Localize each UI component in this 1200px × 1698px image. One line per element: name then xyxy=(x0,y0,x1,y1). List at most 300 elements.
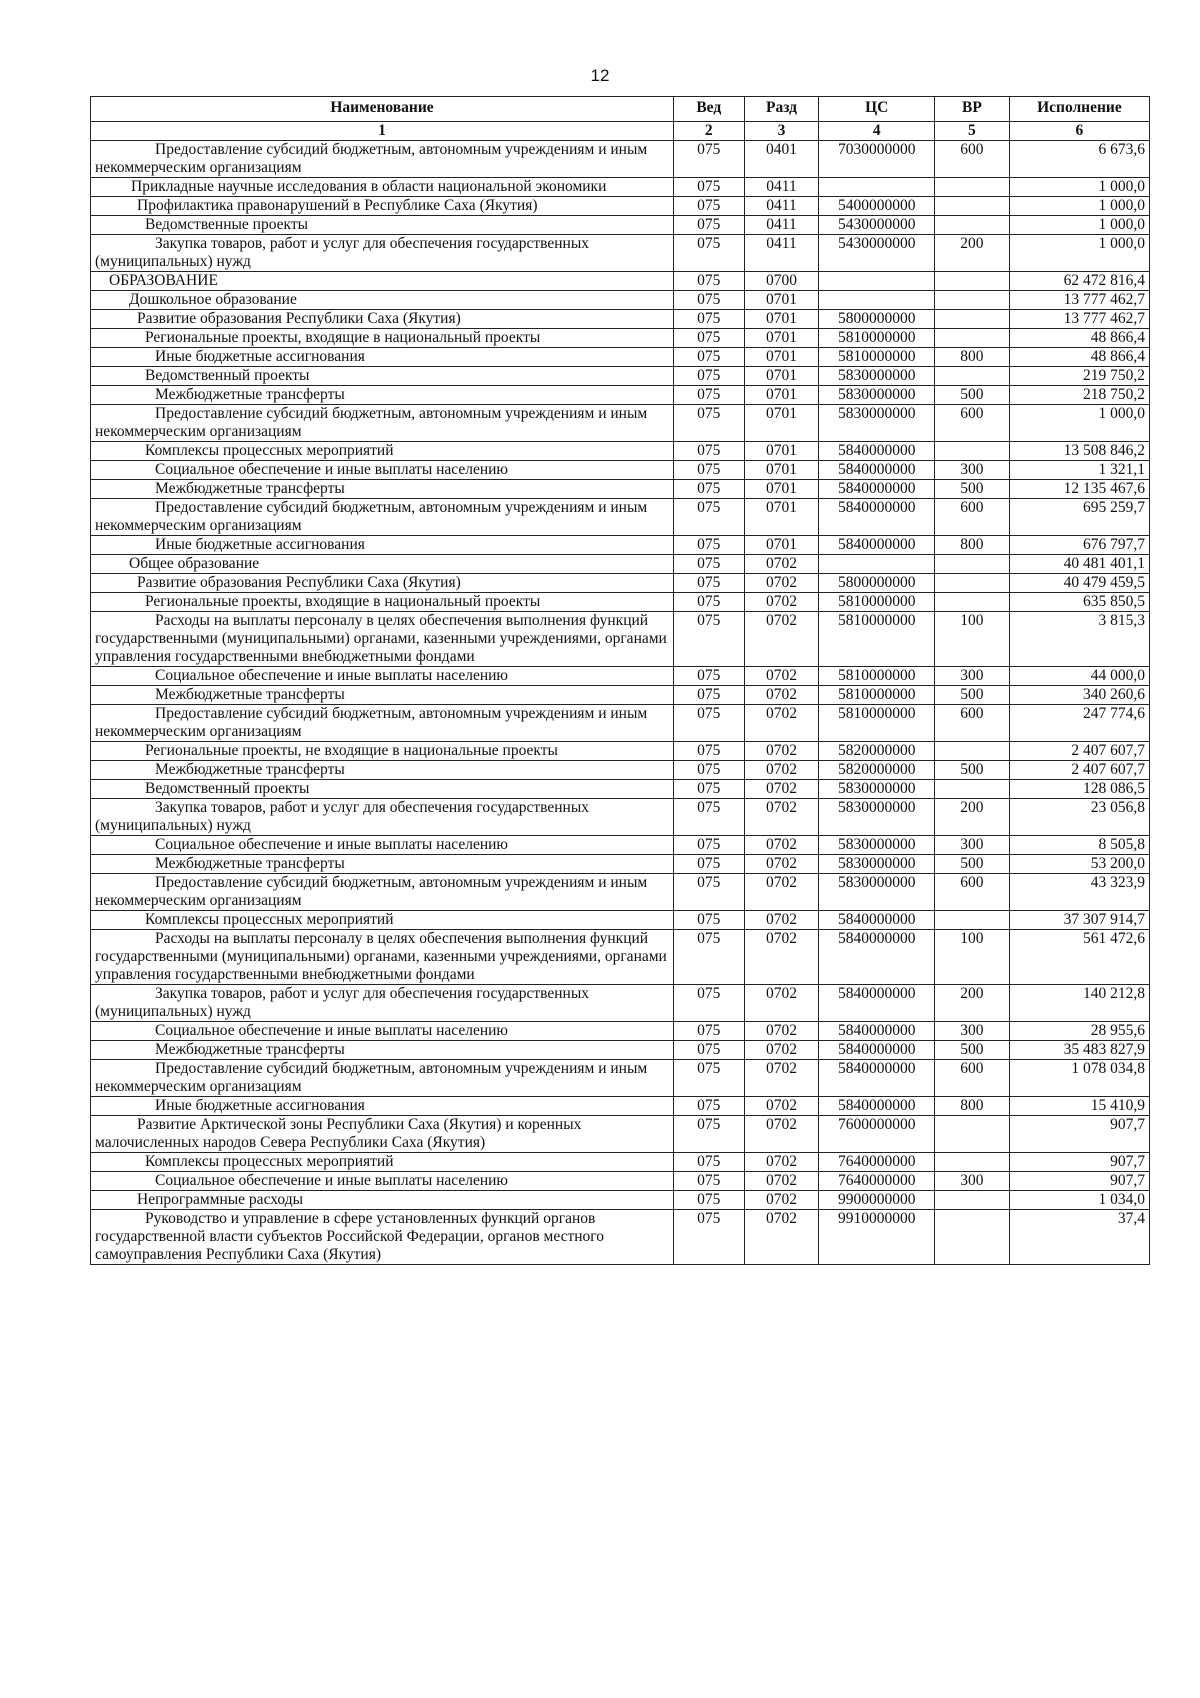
row-vr: 500 xyxy=(934,386,1009,405)
row-ved: 075 xyxy=(673,780,744,799)
row-ved: 075 xyxy=(673,612,744,667)
row-vr: 300 xyxy=(934,836,1009,855)
row-razd: 0702 xyxy=(744,799,819,836)
row-razd: 0702 xyxy=(744,911,819,930)
row-name: Закупка товаров, работ и услуг для обеспечения государственных (муниципальных) нужд xyxy=(91,799,674,836)
row-name: Закупка товаров, работ и услуг для обеспечения государственных (муниципальных) нужд xyxy=(91,235,674,272)
row-vr: 600 xyxy=(934,499,1009,536)
row-ved: 075 xyxy=(673,291,744,310)
row-name: Социальное обеспечение и иные выплаты населению xyxy=(91,836,674,855)
row-razd: 0701 xyxy=(744,405,819,442)
table-row xyxy=(91,761,1150,780)
row-name: Предоставление субсидий бюджетным, автономным учреждениям и иным некоммерческим организациям xyxy=(91,874,674,911)
row-razd: 0701 xyxy=(744,536,819,555)
row-razd: 0702 xyxy=(744,686,819,705)
row-amount: 40 479 459,5 xyxy=(1009,574,1149,593)
table-row xyxy=(91,705,1150,742)
row-cs: 5840000000 xyxy=(819,442,935,461)
table-row xyxy=(91,461,1150,480)
row-razd: 0702 xyxy=(744,1097,819,1116)
row-amount: 340 260,6 xyxy=(1009,686,1149,705)
row-vr xyxy=(934,780,1009,799)
row-cs: 5840000000 xyxy=(819,911,935,930)
row-cs: 5820000000 xyxy=(819,742,935,761)
row-vr xyxy=(934,310,1009,329)
row-razd: 0702 xyxy=(744,985,819,1022)
row-amount: 23 056,8 xyxy=(1009,799,1149,836)
row-amount: 140 212,8 xyxy=(1009,985,1149,1022)
row-cs: 5830000000 xyxy=(819,405,935,442)
row-ved: 075 xyxy=(673,1172,744,1191)
header-ved: Вед xyxy=(673,97,744,122)
row-name: Межбюджетные трансферты xyxy=(91,386,674,405)
row-amount: 635 850,5 xyxy=(1009,593,1149,612)
row-vr xyxy=(934,911,1009,930)
row-razd: 0702 xyxy=(744,612,819,667)
header-row xyxy=(91,97,1150,122)
row-amount: 907,7 xyxy=(1009,1172,1149,1191)
row-cs xyxy=(819,178,935,197)
row-amount: 13 777 462,7 xyxy=(1009,310,1149,329)
row-cs: 5830000000 xyxy=(819,799,935,836)
row-amount: 1 034,0 xyxy=(1009,1191,1149,1210)
row-amount: 907,7 xyxy=(1009,1153,1149,1172)
row-amount: 8 505,8 xyxy=(1009,836,1149,855)
table-row xyxy=(91,930,1150,985)
row-name: Расходы на выплаты персоналу в целях обеспечения выполнения функций государственными (муниципальными) органами, казенными учреждениями, органами управления государственными внебюджетными фондами xyxy=(91,612,674,667)
row-vr xyxy=(934,555,1009,574)
row-amount: 37,4 xyxy=(1009,1210,1149,1265)
table-row xyxy=(91,405,1150,442)
row-cs: 5430000000 xyxy=(819,235,935,272)
row-vr: 800 xyxy=(934,536,1009,555)
row-vr xyxy=(934,291,1009,310)
row-ved: 075 xyxy=(673,197,744,216)
row-amount: 1 000,0 xyxy=(1009,235,1149,272)
row-vr: 600 xyxy=(934,141,1009,178)
row-name: Руководство и управление в сфере установленных функций органов государственной власти субъектов Российской Федерации, органов местного самоуправления Республики Саха (Якутия) xyxy=(91,1210,674,1265)
row-cs: 5830000000 xyxy=(819,874,935,911)
row-cs: 5810000000 xyxy=(819,686,935,705)
row-name: Межбюджетные трансферты xyxy=(91,1041,674,1060)
row-ved: 075 xyxy=(673,235,744,272)
column-number: 5 xyxy=(934,122,1009,141)
row-razd: 0702 xyxy=(744,855,819,874)
row-ved: 075 xyxy=(673,141,744,178)
header-cs: ЦС xyxy=(819,97,935,122)
row-cs: 5810000000 xyxy=(819,705,935,742)
row-amount: 676 797,7 xyxy=(1009,536,1149,555)
row-amount: 2 407 607,7 xyxy=(1009,761,1149,780)
row-razd: 0702 xyxy=(744,874,819,911)
column-number-row xyxy=(91,122,1150,141)
row-razd: 0702 xyxy=(744,1172,819,1191)
row-vr: 300 xyxy=(934,1172,1009,1191)
row-amount: 907,7 xyxy=(1009,1116,1149,1153)
row-name: Межбюджетные трансферты xyxy=(91,686,674,705)
row-ved: 075 xyxy=(673,272,744,291)
table-row xyxy=(91,348,1150,367)
row-amount: 561 472,6 xyxy=(1009,930,1149,985)
table-row xyxy=(91,799,1150,836)
row-ved: 075 xyxy=(673,686,744,705)
row-cs: 5840000000 xyxy=(819,1041,935,1060)
header-name: Наименование xyxy=(91,97,674,122)
row-razd: 0701 xyxy=(744,348,819,367)
row-cs: 7600000000 xyxy=(819,1116,935,1153)
table-row xyxy=(91,874,1150,911)
row-amount: 13 777 462,7 xyxy=(1009,291,1149,310)
row-cs: 5830000000 xyxy=(819,367,935,386)
row-amount: 40 481 401,1 xyxy=(1009,555,1149,574)
row-ved: 075 xyxy=(673,874,744,911)
row-amount: 12 135 467,6 xyxy=(1009,480,1149,499)
row-cs: 5830000000 xyxy=(819,855,935,874)
row-name: ОБРАЗОВАНИЕ xyxy=(91,272,674,291)
row-name: Межбюджетные трансферты xyxy=(91,761,674,780)
row-vr: 600 xyxy=(934,405,1009,442)
row-name: Социальное обеспечение и иные выплаты населению xyxy=(91,667,674,686)
row-ved: 075 xyxy=(673,1153,744,1172)
row-razd: 0702 xyxy=(744,667,819,686)
row-vr xyxy=(934,593,1009,612)
row-amount: 13 508 846,2 xyxy=(1009,442,1149,461)
row-amount: 1 000,0 xyxy=(1009,178,1149,197)
column-number: 3 xyxy=(744,122,819,141)
row-name: Развитие образования Республики Саха (Якутия) xyxy=(91,574,674,593)
row-razd: 0702 xyxy=(744,930,819,985)
row-razd: 0701 xyxy=(744,499,819,536)
row-name: Общее образование xyxy=(91,555,674,574)
row-vr xyxy=(934,178,1009,197)
row-vr: 300 xyxy=(934,1022,1009,1041)
table-row xyxy=(91,1210,1150,1265)
row-cs: 5840000000 xyxy=(819,536,935,555)
row-cs: 5800000000 xyxy=(819,574,935,593)
row-amount: 1 000,0 xyxy=(1009,197,1149,216)
row-vr xyxy=(934,1153,1009,1172)
row-vr: 100 xyxy=(934,930,1009,985)
table-row xyxy=(91,555,1150,574)
row-razd: 0701 xyxy=(744,310,819,329)
row-ved: 075 xyxy=(673,1210,744,1265)
table-row xyxy=(91,985,1150,1022)
column-number: 6 xyxy=(1009,122,1149,141)
row-ved: 075 xyxy=(673,574,744,593)
row-name: Предоставление субсидий бюджетным, автономным учреждениям и иным некоммерческим организациям xyxy=(91,499,674,536)
row-razd: 0702 xyxy=(744,1210,819,1265)
row-ved: 075 xyxy=(673,1022,744,1041)
row-cs: 5840000000 xyxy=(819,930,935,985)
row-name: Прикладные научные исследования в области национальной экономики xyxy=(91,178,674,197)
row-vr: 600 xyxy=(934,1060,1009,1097)
row-razd: 0701 xyxy=(744,386,819,405)
row-amount: 44 000,0 xyxy=(1009,667,1149,686)
row-ved: 075 xyxy=(673,705,744,742)
row-name: Региональные проекты, входящие в национальный проекты xyxy=(91,329,674,348)
table-row xyxy=(91,216,1150,235)
row-razd: 0702 xyxy=(744,1060,819,1097)
row-amount: 247 774,6 xyxy=(1009,705,1149,742)
row-razd: 0701 xyxy=(744,291,819,310)
row-amount: 219 750,2 xyxy=(1009,367,1149,386)
row-razd: 0702 xyxy=(744,555,819,574)
row-amount: 2 407 607,7 xyxy=(1009,742,1149,761)
table-row xyxy=(91,329,1150,348)
row-ved: 075 xyxy=(673,216,744,235)
table-row xyxy=(91,612,1150,667)
row-cs: 7030000000 xyxy=(819,141,935,178)
table-row xyxy=(91,1022,1150,1041)
row-vr: 500 xyxy=(934,1041,1009,1060)
header-amount: Исполнение xyxy=(1009,97,1149,122)
column-number: 2 xyxy=(673,122,744,141)
table-row xyxy=(91,667,1150,686)
row-ved: 075 xyxy=(673,310,744,329)
row-name: Иные бюджетные ассигнования xyxy=(91,536,674,555)
row-razd: 0701 xyxy=(744,367,819,386)
row-amount: 28 955,6 xyxy=(1009,1022,1149,1041)
row-amount: 6 673,6 xyxy=(1009,141,1149,178)
row-ved: 075 xyxy=(673,367,744,386)
row-name: Непрограммные расходы xyxy=(91,1191,674,1210)
row-vr xyxy=(934,1191,1009,1210)
row-razd: 0702 xyxy=(744,742,819,761)
row-cs: 9900000000 xyxy=(819,1191,935,1210)
row-cs xyxy=(819,291,935,310)
row-vr xyxy=(934,1116,1009,1153)
row-cs: 5400000000 xyxy=(819,197,935,216)
row-amount: 1 078 034,8 xyxy=(1009,1060,1149,1097)
row-amount: 15 410,9 xyxy=(1009,1097,1149,1116)
row-cs: 5840000000 xyxy=(819,480,935,499)
table-row xyxy=(91,1153,1150,1172)
table-row xyxy=(91,1191,1150,1210)
row-name: Ведомственный проекты xyxy=(91,367,674,386)
row-name: Предоставление субсидий бюджетным, автономным учреждениям и иным некоммерческим организациям xyxy=(91,1060,674,1097)
row-cs: 5810000000 xyxy=(819,593,935,612)
table-row xyxy=(91,367,1150,386)
row-ved: 075 xyxy=(673,1060,744,1097)
row-razd: 0702 xyxy=(744,780,819,799)
row-amount: 1 321,1 xyxy=(1009,461,1149,480)
row-name: Социальное обеспечение и иные выплаты населению xyxy=(91,1022,674,1041)
row-cs xyxy=(819,272,935,291)
row-vr: 100 xyxy=(934,612,1009,667)
row-cs: 5830000000 xyxy=(819,780,935,799)
row-name: Региональные проекты, не входящие в национальные проекты xyxy=(91,742,674,761)
row-ved: 075 xyxy=(673,836,744,855)
row-vr: 300 xyxy=(934,667,1009,686)
row-ved: 075 xyxy=(673,386,744,405)
row-vr: 600 xyxy=(934,874,1009,911)
row-vr xyxy=(934,742,1009,761)
table-row xyxy=(91,1172,1150,1191)
row-name: Социальное обеспечение и иные выплаты населению xyxy=(91,461,674,480)
row-razd: 0702 xyxy=(744,1153,819,1172)
row-razd: 0702 xyxy=(744,574,819,593)
row-razd: 0411 xyxy=(744,197,819,216)
row-name: Развитие образования Республики Саха (Якутия) xyxy=(91,310,674,329)
row-vr: 300 xyxy=(934,461,1009,480)
row-cs: 5810000000 xyxy=(819,612,935,667)
row-vr: 200 xyxy=(934,985,1009,1022)
table-row xyxy=(91,480,1150,499)
row-razd: 0701 xyxy=(744,442,819,461)
row-cs: 5840000000 xyxy=(819,461,935,480)
row-razd: 0411 xyxy=(744,178,819,197)
table-row xyxy=(91,197,1150,216)
row-vr: 200 xyxy=(934,235,1009,272)
row-amount: 53 200,0 xyxy=(1009,855,1149,874)
row-ved: 075 xyxy=(673,911,744,930)
row-amount: 3 815,3 xyxy=(1009,612,1149,667)
table-row xyxy=(91,1041,1150,1060)
row-vr xyxy=(934,574,1009,593)
table-row xyxy=(91,1060,1150,1097)
row-ved: 075 xyxy=(673,742,744,761)
row-name: Межбюджетные трансферты xyxy=(91,480,674,499)
row-ved: 075 xyxy=(673,1097,744,1116)
table-row xyxy=(91,911,1150,930)
row-cs: 7640000000 xyxy=(819,1153,935,1172)
row-name: Ведомственный проекты xyxy=(91,780,674,799)
row-vr: 500 xyxy=(934,855,1009,874)
row-amount: 695 259,7 xyxy=(1009,499,1149,536)
row-ved: 075 xyxy=(673,985,744,1022)
row-amount: 48 866,4 xyxy=(1009,329,1149,348)
row-name: Предоставление субсидий бюджетным, автономным учреждениям и иным некоммерческим организациям xyxy=(91,141,674,178)
row-ved: 075 xyxy=(673,855,744,874)
row-cs: 5840000000 xyxy=(819,985,935,1022)
table-row xyxy=(91,310,1150,329)
row-name: Комплексы процессных мероприятий xyxy=(91,911,674,930)
row-cs: 7640000000 xyxy=(819,1172,935,1191)
table-row xyxy=(91,593,1150,612)
row-vr xyxy=(934,272,1009,291)
row-vr: 800 xyxy=(934,1097,1009,1116)
row-vr xyxy=(934,367,1009,386)
row-vr xyxy=(934,1210,1009,1265)
row-name: Закупка товаров, работ и услуг для обеспечения государственных (муниципальных) нужд xyxy=(91,985,674,1022)
row-vr: 200 xyxy=(934,799,1009,836)
row-razd: 0701 xyxy=(744,329,819,348)
row-ved: 075 xyxy=(673,1116,744,1153)
row-name: Комплексы процессных мероприятий xyxy=(91,442,674,461)
row-name: Иные бюджетные ассигнования xyxy=(91,1097,674,1116)
budget-table xyxy=(90,96,1150,1265)
table-row xyxy=(91,1116,1150,1153)
table-row xyxy=(91,574,1150,593)
row-razd: 0411 xyxy=(744,216,819,235)
row-amount: 62 472 816,4 xyxy=(1009,272,1149,291)
row-name: Региональные проекты, входящие в национальный проекты xyxy=(91,593,674,612)
table-row xyxy=(91,442,1150,461)
row-ved: 075 xyxy=(673,761,744,780)
header-vr: ВР xyxy=(934,97,1009,122)
row-cs: 9910000000 xyxy=(819,1210,935,1265)
row-ved: 075 xyxy=(673,799,744,836)
row-amount: 1 000,0 xyxy=(1009,216,1149,235)
row-razd: 0702 xyxy=(744,1041,819,1060)
table-row xyxy=(91,499,1150,536)
table-row xyxy=(91,1097,1150,1116)
row-razd: 0411 xyxy=(744,235,819,272)
row-razd: 0702 xyxy=(744,1191,819,1210)
row-vr: 500 xyxy=(934,686,1009,705)
row-vr: 800 xyxy=(934,348,1009,367)
row-cs: 5830000000 xyxy=(819,386,935,405)
row-amount: 128 086,5 xyxy=(1009,780,1149,799)
table-row xyxy=(91,836,1150,855)
row-name: Иные бюджетные ассигнования xyxy=(91,348,674,367)
row-ved: 075 xyxy=(673,348,744,367)
table-row xyxy=(91,536,1150,555)
row-cs xyxy=(819,555,935,574)
row-amount: 48 866,4 xyxy=(1009,348,1149,367)
row-name: Комплексы процессных мероприятий xyxy=(91,1153,674,1172)
row-vr: 500 xyxy=(934,480,1009,499)
row-razd: 0702 xyxy=(744,1022,819,1041)
row-name: Межбюджетные трансферты xyxy=(91,855,674,874)
row-ved: 075 xyxy=(673,555,744,574)
row-cs: 5830000000 xyxy=(819,836,935,855)
row-name: Профилактика правонарушений в Республике Саха (Якутия) xyxy=(91,197,674,216)
table-row xyxy=(91,141,1150,178)
row-amount: 43 323,9 xyxy=(1009,874,1149,911)
table-row xyxy=(91,235,1150,272)
row-ved: 075 xyxy=(673,593,744,612)
table-row xyxy=(91,291,1150,310)
row-vr xyxy=(934,216,1009,235)
row-vr xyxy=(934,329,1009,348)
row-ved: 075 xyxy=(673,499,744,536)
page-number: 12 xyxy=(590,66,610,85)
row-razd: 0401 xyxy=(744,141,819,178)
row-cs: 5840000000 xyxy=(819,499,935,536)
table-row xyxy=(91,780,1150,799)
table-row xyxy=(91,178,1150,197)
row-cs: 5810000000 xyxy=(819,667,935,686)
row-razd: 0702 xyxy=(744,593,819,612)
row-ved: 075 xyxy=(673,1191,744,1210)
row-vr xyxy=(934,442,1009,461)
row-vr: 600 xyxy=(934,705,1009,742)
row-vr: 500 xyxy=(934,761,1009,780)
column-number: 4 xyxy=(819,122,935,141)
column-number: 1 xyxy=(91,122,674,141)
row-amount: 35 483 827,9 xyxy=(1009,1041,1149,1060)
table-row xyxy=(91,855,1150,874)
row-name: Предоставление субсидий бюджетным, автономным учреждениям и иным некоммерческим организациям xyxy=(91,405,674,442)
row-ved: 075 xyxy=(673,930,744,985)
row-name: Ведомственные проекты xyxy=(91,216,674,235)
row-ved: 075 xyxy=(673,1041,744,1060)
row-ved: 075 xyxy=(673,667,744,686)
row-razd: 0701 xyxy=(744,480,819,499)
row-ved: 075 xyxy=(673,178,744,197)
row-razd: 0701 xyxy=(744,461,819,480)
table-row xyxy=(91,742,1150,761)
row-cs: 5800000000 xyxy=(819,310,935,329)
row-ved: 075 xyxy=(673,405,744,442)
row-name: Дошкольное образование xyxy=(91,291,674,310)
row-ved: 075 xyxy=(673,480,744,499)
row-razd: 0702 xyxy=(744,836,819,855)
table-row xyxy=(91,272,1150,291)
row-amount: 37 307 914,7 xyxy=(1009,911,1149,930)
row-razd: 0702 xyxy=(744,761,819,780)
